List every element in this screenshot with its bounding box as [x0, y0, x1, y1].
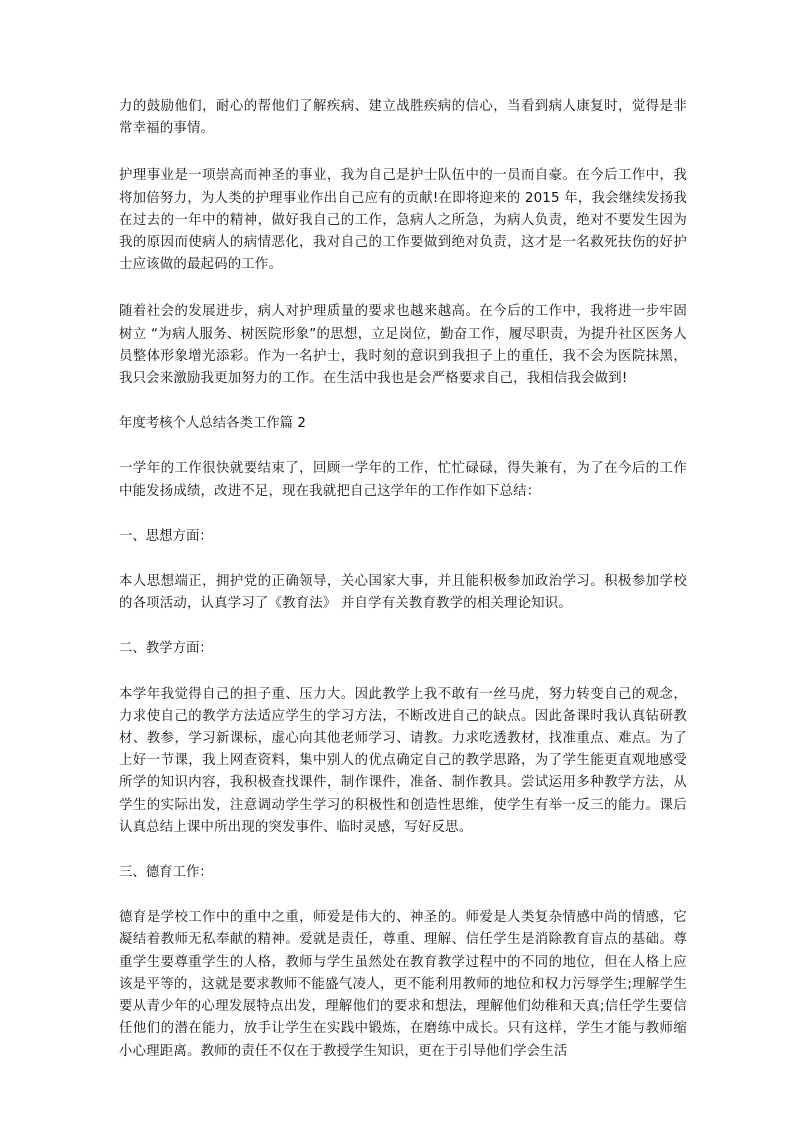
document-body [119, 96, 687, 1063]
section-title-2: 年度考核个人总结各类工作篇 2 [119, 416, 306, 432]
paragraph-7: 德育是学校工作中的重中之重，师爱是伟大的、神圣的。师爱是人类复杂情感中尚的情感，它凝结着教师无私奉献的精神。爱就是责任，尊重、理解、信任学生是消除教育盲点的基础。尊重学生要尊重学生的人格，教师与学生虽然处在教育教学过程中的不同的地位，但在人格上应该是平等的，这就是要求教师不能盛气凌人，更不能利用教师的地位和权力污辱学生;理解学生要从青少年的心理发展特点出发，理解他们的要求和想法，理解他们幼稚和天真;信任学生要信任他们的潜在能力，放手让学生在实践中锻炼，在磨练中成长。只有这样，学生才能与教师缩小心理距离。教师的责任不仅在于教授学生知识，更在于引导他们学会生活 [119, 910, 687, 1059]
paragraph-2: 护理事业是一项崇高而神圣的事业，我为自己是护士队伍中的一员而自豪。在今后工作中，我将加倍努力，为人类的护理事业作出自己应有的贡献!在即将迎来的 2015 年，我会继续发扬我在过去的一年中的精神，做好我自己的工作，急病人之所急，为病人负责，绝对不要发生因为我的原因而使病人的病情恶化，我对自己的工作要做到绝对负责，这才是一名救死扶伤的好护士应该做的最起码的工作。 [119, 168, 687, 273]
paragraph-5: 本人思想端正，拥护党的正确领导，关心国家大事，并且能积极参加政治学习。积极参加学校的各项活动，认真学习了《教育法》 并自学有关教育教学的相关理论知识。 [119, 574, 687, 612]
heading-teaching: 二、教学方面： [119, 641, 213, 657]
paragraph-3: 随着社会的发展进步，病人对护理质量的要求也越来越高。在今后的工作中，我将进一步牢固树立 “为病人服务、树医院形象”的思想，立足岗位，勤奋工作，履尽职责，为提升社区医务人员整体形象增光添彩。作为一名护士，我时刻的意识到我担子上的重任，我不会为医院抹黑，我只会来激励我更加努力的工作。在生活中我也是会严格要求自己，我相信我会做到! [119, 304, 687, 387]
paragraph-1: 力的鼓励他们，耐心的帮他们了解疾病、建立战胜疾病的信心，当看到病人康复时，觉得是非常幸福的事情。 [119, 99, 687, 137]
paragraph-6: 本学年我觉得自己的担子重、压力大。因此教学上我不敢有一丝马虎，努力转变自己的观念，力求使自己的教学方法适应学生的学习方法，不断改进自己的缺点。因此备课时我认真钻研教材、教参，学习新课标，虚心向其他老师学习、请教。力求吃透教材，找准重点、难点。为了上好一节课，我上网查资料，集中别人的优点确定自己的教学思路，为了学生能更直观地感受所学的知识内容，我积极查找课件，制作课件，准备、制作教具。尝试运用多种教学方法，从学生的实际出发，注意调动学生学习的积极性和创造性思维，使学生有举一反三的能力。课后认真总结上课中所出现的突发事件、临时灵感，写好反思。 [119, 686, 687, 835]
heading-moral-education: 三、德育工作： [119, 865, 213, 881]
heading-ideology: 一、思想方面： [119, 528, 213, 544]
paragraph-4: 一学年的工作很快就要结束了，回顾一学年的工作，忙忙碌碌，得失兼有，为了在今后的工作中能发扬成绩，改进不足，现在我就把自己这学年的工作作如下总结： [119, 461, 687, 499]
